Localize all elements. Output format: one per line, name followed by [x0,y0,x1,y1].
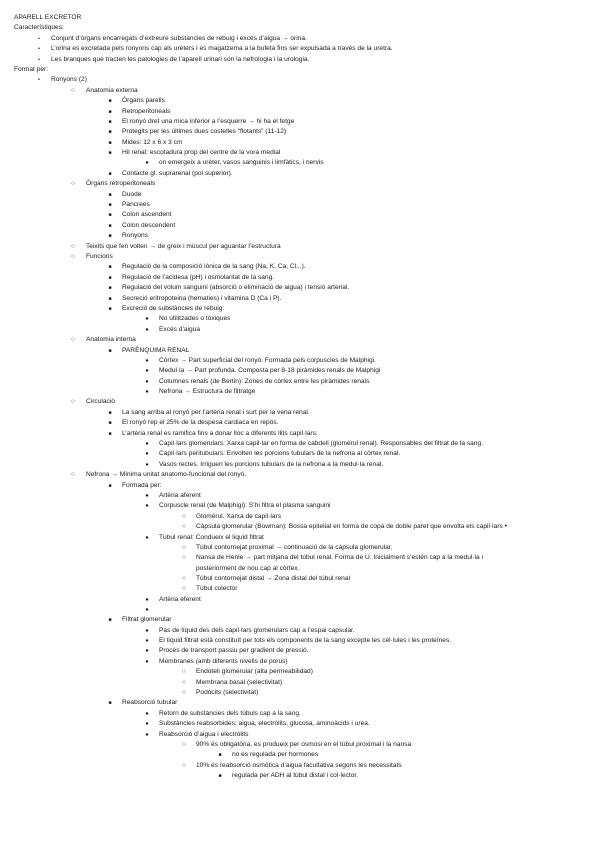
bullet-marker: ● [145,441,149,448]
list-item [14,771,586,781]
bullet-marker: ■ [108,129,112,136]
bullet-marker: ○ [71,180,75,188]
list-item [14,179,586,189]
bullet-marker: ■ [108,222,112,229]
list-item [14,740,586,750]
list-item [14,314,586,324]
list-item [14,533,586,543]
bullet-marker: ● [145,368,149,375]
bullet-marker: ● [145,461,149,468]
list-item [14,325,586,335]
line-text: Membranes (amb diferents nivells de porus) [159,657,288,665]
line-text: Regulació de l’acidesa (pH) i osmolaritat de la sang. [122,273,275,281]
list-item [14,460,586,470]
bullet-marker: ● [145,638,149,645]
bullet-marker: ○ [182,543,186,551]
list-item [14,719,586,729]
bullet-marker: ■ [108,150,112,157]
bullet-marker: ■ [108,170,112,177]
line-text: Excés d’aigua [159,325,201,333]
bullet-marker: ■ [108,108,112,115]
line-text: Característiques: [14,24,64,32]
line-text: PARÈNQUIMA RENAL [122,346,190,354]
list-item [14,605,586,615]
line-text: Vasos rectes. Irriguen les porcions tubulars de la nefrona a la medul·la renal. [159,460,384,468]
list-item [14,584,586,594]
bullet-marker: ● [145,492,149,499]
list-item [14,169,586,179]
list-item [14,750,586,760]
list-item [14,501,586,511]
bullet-marker: ● [145,326,149,333]
list-item [14,138,586,148]
list-item [14,158,586,168]
bullet-marker: ○ [182,761,186,769]
list-item [14,34,586,44]
list-item [14,262,586,272]
bullet-marker: ■ [108,285,112,292]
line-text: Secreció eritropoteina (hematies) i vitamina D (Ca i P). [122,294,282,302]
bullet-marker: ■ [108,295,112,302]
bullet-marker: ■ [108,212,112,219]
line-text: Túbul contornejat distal → Zona distal del túbul renal [196,574,350,582]
bullet-marker: ● [145,316,149,323]
bullet-marker: ○ [182,668,186,676]
line-text: Funcions [86,252,113,260]
bullet-marker: ■ [218,752,222,759]
list-item [14,377,586,387]
line-text: Nansa de Henle → part mitjana del túbul renal. Forma de U. Inicialment s’estén cap a la medul·la i posteriorment de nou cap al còrtex. [196,554,483,572]
line-text: Format per: [14,65,49,73]
line-text: Substàncies reabsorbides: aigua, electròlits, glucosa, aminoàcids i urea. [159,720,370,728]
list-item [14,512,586,522]
bullet-marker: ■ [108,482,112,489]
line-text: Retorn de substàncies dels túbuls cap a la sang. [159,709,301,717]
line-text: Òrgans retroperitoneals [86,180,156,188]
list-item [14,86,586,96]
bullet-marker: ● [145,710,149,717]
list-item [14,522,586,532]
line-text: L’artèria renal es ramifica fins a donar lloc a diferents llits capil·lars: [122,429,318,437]
list-item [14,667,586,677]
list-item [14,252,586,262]
list-item [14,574,586,584]
list-item [14,761,586,771]
list-item [14,408,586,418]
line-text: Nefrona → Estructura de filtratge [159,388,256,396]
bullet-marker: ■ [108,202,112,209]
list-item [14,366,586,376]
bullet-marker: ● [145,378,149,385]
list-item [14,96,586,106]
bullet-marker: ● [145,648,149,655]
line-text: El ronyó rep el 25% de la despesa cardiaca en repós. [122,419,279,427]
list-item [14,283,586,293]
list-item [14,335,586,345]
list-item [14,346,586,356]
line-text: Medul·la → Part profunda. Composta per 8-18 piràmides renals de Malphigi [159,367,381,375]
bullet-marker: ■ [108,617,112,624]
list-item [14,709,586,719]
list-item [14,356,586,366]
bullet-marker: ■ [108,274,112,281]
list-item [14,698,586,708]
list-item [14,449,586,459]
line-text: Anatomia interna [86,336,136,344]
line-text: Corpuscle renal (de Malphigi): S’hi filtra el plasma sanguini [159,502,331,510]
line-text: Contacte gl. suprarenal (pol superior). [122,169,233,177]
bullet-marker: ■ [108,233,112,240]
bullet-marker: ○ [182,678,186,686]
line-text: Excreció de substàncies de rebuig: [122,304,225,312]
bullet-marker: ○ [71,471,75,479]
bullet-marker: • [38,77,40,84]
line-text: Membrana basal (selectivitat) [196,678,283,686]
bullet-marker: ● [145,658,149,665]
list-item [14,148,586,158]
bullet-marker: ○ [71,252,75,260]
line-text: Glomèrul. Xarxa de capil·lars [196,512,282,520]
line-text: Ronyons [122,232,149,240]
bullet-marker: ○ [182,689,186,697]
line-text: Òrgans parells [122,97,165,105]
list-item [14,44,586,54]
line-text: Colon descendent [122,221,176,229]
bullet-marker: • [38,35,40,42]
list-item [14,221,586,231]
bullet-marker: ○ [71,398,75,406]
list-item [14,636,586,646]
list-item [14,210,586,220]
bullet-marker: ● [145,389,149,396]
line-text: Reabsorció d’aigua i electròlits [159,730,249,738]
line-text: El líquid filtrat està constituït per tots els components de la sang excepte les cèl·lules i les proteïnes. [159,637,452,645]
line-text: Mides: 12 x 6 x 3 cm [122,138,183,146]
line-text: 90% és obligatòria, es produeix per osmosi en el túbul proximal i la nansa [196,740,412,748]
bullet-marker: ■ [108,420,112,427]
list-item [14,117,586,127]
list-item [14,657,586,667]
list-item [14,55,586,65]
line-text: Nefrona → Mínima unitat anatomo-funcional del ronyó. [86,471,247,479]
bullet-marker: ○ [182,512,186,520]
list-item [14,543,586,553]
bullet-marker: ● [145,606,149,613]
line-text: Duode [122,190,142,198]
line-text: Circulació [86,398,115,406]
bullet-marker: ■ [108,430,112,437]
list-item [14,273,586,283]
bullet-marker: • [38,56,40,63]
section-heading [14,65,586,75]
bullet-marker: ● [145,357,149,364]
bullet-marker: ● [145,731,149,738]
bullet-marker: ■ [108,347,112,354]
bullet-marker: ● [145,721,149,728]
line-text: Pas de líquid des dels capil·lars glomerulars cap a l’espai capsular. [159,626,355,634]
line-text: Ronyons (2) [51,76,87,84]
line-text: Anatomia externa [86,86,138,94]
bullet-marker: ● [145,627,149,634]
line-text: Túbul renal: Condueix el liquid filtrat [159,533,264,541]
list-item [14,646,586,656]
bullet-marker: ■ [108,139,112,146]
bullet-marker: ○ [182,523,186,531]
section-heading [14,23,586,33]
bullet-marker: ○ [182,554,186,562]
bullet-marker: ■ [218,773,222,780]
list-item [14,730,586,740]
line-text: No utilitzades o tòxiques [159,315,231,323]
line-text: Les branques que tracten les patologies de l’aparell urinari són la nefrologia i la urologia. [51,55,310,63]
line-text: APARELL EXCRETOR [14,14,82,21]
line-text: Túbul colector [196,585,238,593]
bullet-marker: ■ [108,305,112,312]
list-item [14,688,586,698]
bullet-marker: ■ [108,264,112,271]
line-text: Teixits que fen volten → de greix i múscul per aguantar l’estructura [86,242,281,250]
line-text: Pàncrees [122,201,150,209]
line-text: Conjunt d’òrgans encarregats d’extreure substàncies de rebuig i excés d’aigua → orina. [51,34,307,42]
line-text: La sang arriba al ronyó per l’artèria renal i surt per la vena renal. [122,408,310,416]
line-text: Càpsula glomerular (Bowman): Bossa epitelial en forma de copa de doble paret que envolta els capil·lars • [196,523,507,531]
line-text: Túbul contornejat proximal → continuació de la càpsula glomerular. [196,543,393,551]
bullet-marker: ○ [182,740,186,748]
bullet-marker: ○ [182,585,186,593]
line-text: Protegits per les últimes dues costelles “flotants” (11-12) [122,128,287,136]
list-item [14,294,586,304]
bullet-marker: ■ [108,191,112,198]
line-text: L’orina es excretada pels ronyons cap als urèters i es magatzema a la bufeta fins ser expulsada a través de la uretra. [51,45,393,53]
list-item [14,190,586,200]
line-text: Retroperitoneals [122,107,171,115]
list-item [14,242,586,252]
bullet-marker: • [38,46,40,53]
list-item [14,397,586,407]
list-item [14,231,586,241]
list-item [14,387,586,397]
line-text: Còrtex → Part superficial del ronyó. Formada pels corpuscles de Malphigi. [159,356,376,364]
bullet-marker: ■ [108,118,112,125]
list-item [14,470,586,480]
bullet-marker: ■ [108,98,112,105]
list-item [14,429,586,439]
bullet-marker: ● [145,596,149,603]
bullet-marker: ● [145,534,149,541]
line-text: Hil renal: escotadura prop del centre de la vora medial [122,149,281,157]
line-text: Regulació de la composició iònica de la sang (Na, K, Ca, Cl...). [122,263,306,271]
line-text: Artèria aferent [159,491,201,499]
line-text: regulada per ADH al túbul distal i col·lector. [232,772,359,780]
list-item [14,304,586,314]
list-item [14,615,586,625]
list-item [14,418,586,428]
line-text: Colon ascendent [122,211,172,219]
line-text: no es regulada per hormones [232,751,319,759]
list-item [14,481,586,491]
line-text: Artèria eferent [159,595,201,603]
line-text: Columnes renals (de Bertin): Zones de còrtex entre les piràmides renals [159,377,370,385]
bullet-marker: ● [145,503,149,510]
list-item [14,553,586,573]
list-item [14,678,586,688]
section-heading [14,13,586,23]
list-item [14,626,586,636]
bullet-marker: ○ [182,574,186,582]
list-item [14,595,586,605]
line-text: Podòcits (selectivitat) [196,689,259,697]
bullet-marker: ○ [71,336,75,344]
bullet-marker: ● [145,160,149,167]
list-item [14,107,586,117]
line-text: Procés de transport passiu per gradient de pressió. [159,647,309,655]
line-text: Regulació del volum sanguini (absorció o eliminació de aigua) i tensió arterial. [122,284,350,292]
list-item [14,75,586,85]
line-text: Formada per: [122,481,162,489]
line-text: Filtrat glomerular [122,616,172,624]
bullet-marker: ○ [71,86,75,94]
line-text: Capil·lars glomerulars: Xarxa capil·lar en forma de cabdell (glomèrul renal). Responsables del filtrat de la sang. [159,440,483,448]
bullet-marker: ■ [108,409,112,416]
line-text: Reabsorció tubular [122,699,178,707]
line-text: Capil·lars peritubulars: Envolten les porcions tubulars de la nefrona al còrtex renal. [159,450,401,458]
bullet-marker: ■ [108,700,112,707]
line-text: Endoteli glomerular (alta permeabilidad) [196,668,313,676]
line-text: on emergeix a urèter, vasos sanguinis i limfàtics, i nervis [159,159,324,167]
line-text: El ronyó dret una mica inferior a l’esquerre → hi ha el fetge [122,117,295,125]
list-item [14,127,586,137]
list-item [14,439,586,449]
bullet-marker: ○ [71,242,75,250]
bullet-marker: ● [145,451,149,458]
list-item [14,491,586,501]
line-text: 10% és reabsorció osmòtica d’aigua facultativa segons les necessitats [196,761,402,769]
list-item [14,200,586,210]
